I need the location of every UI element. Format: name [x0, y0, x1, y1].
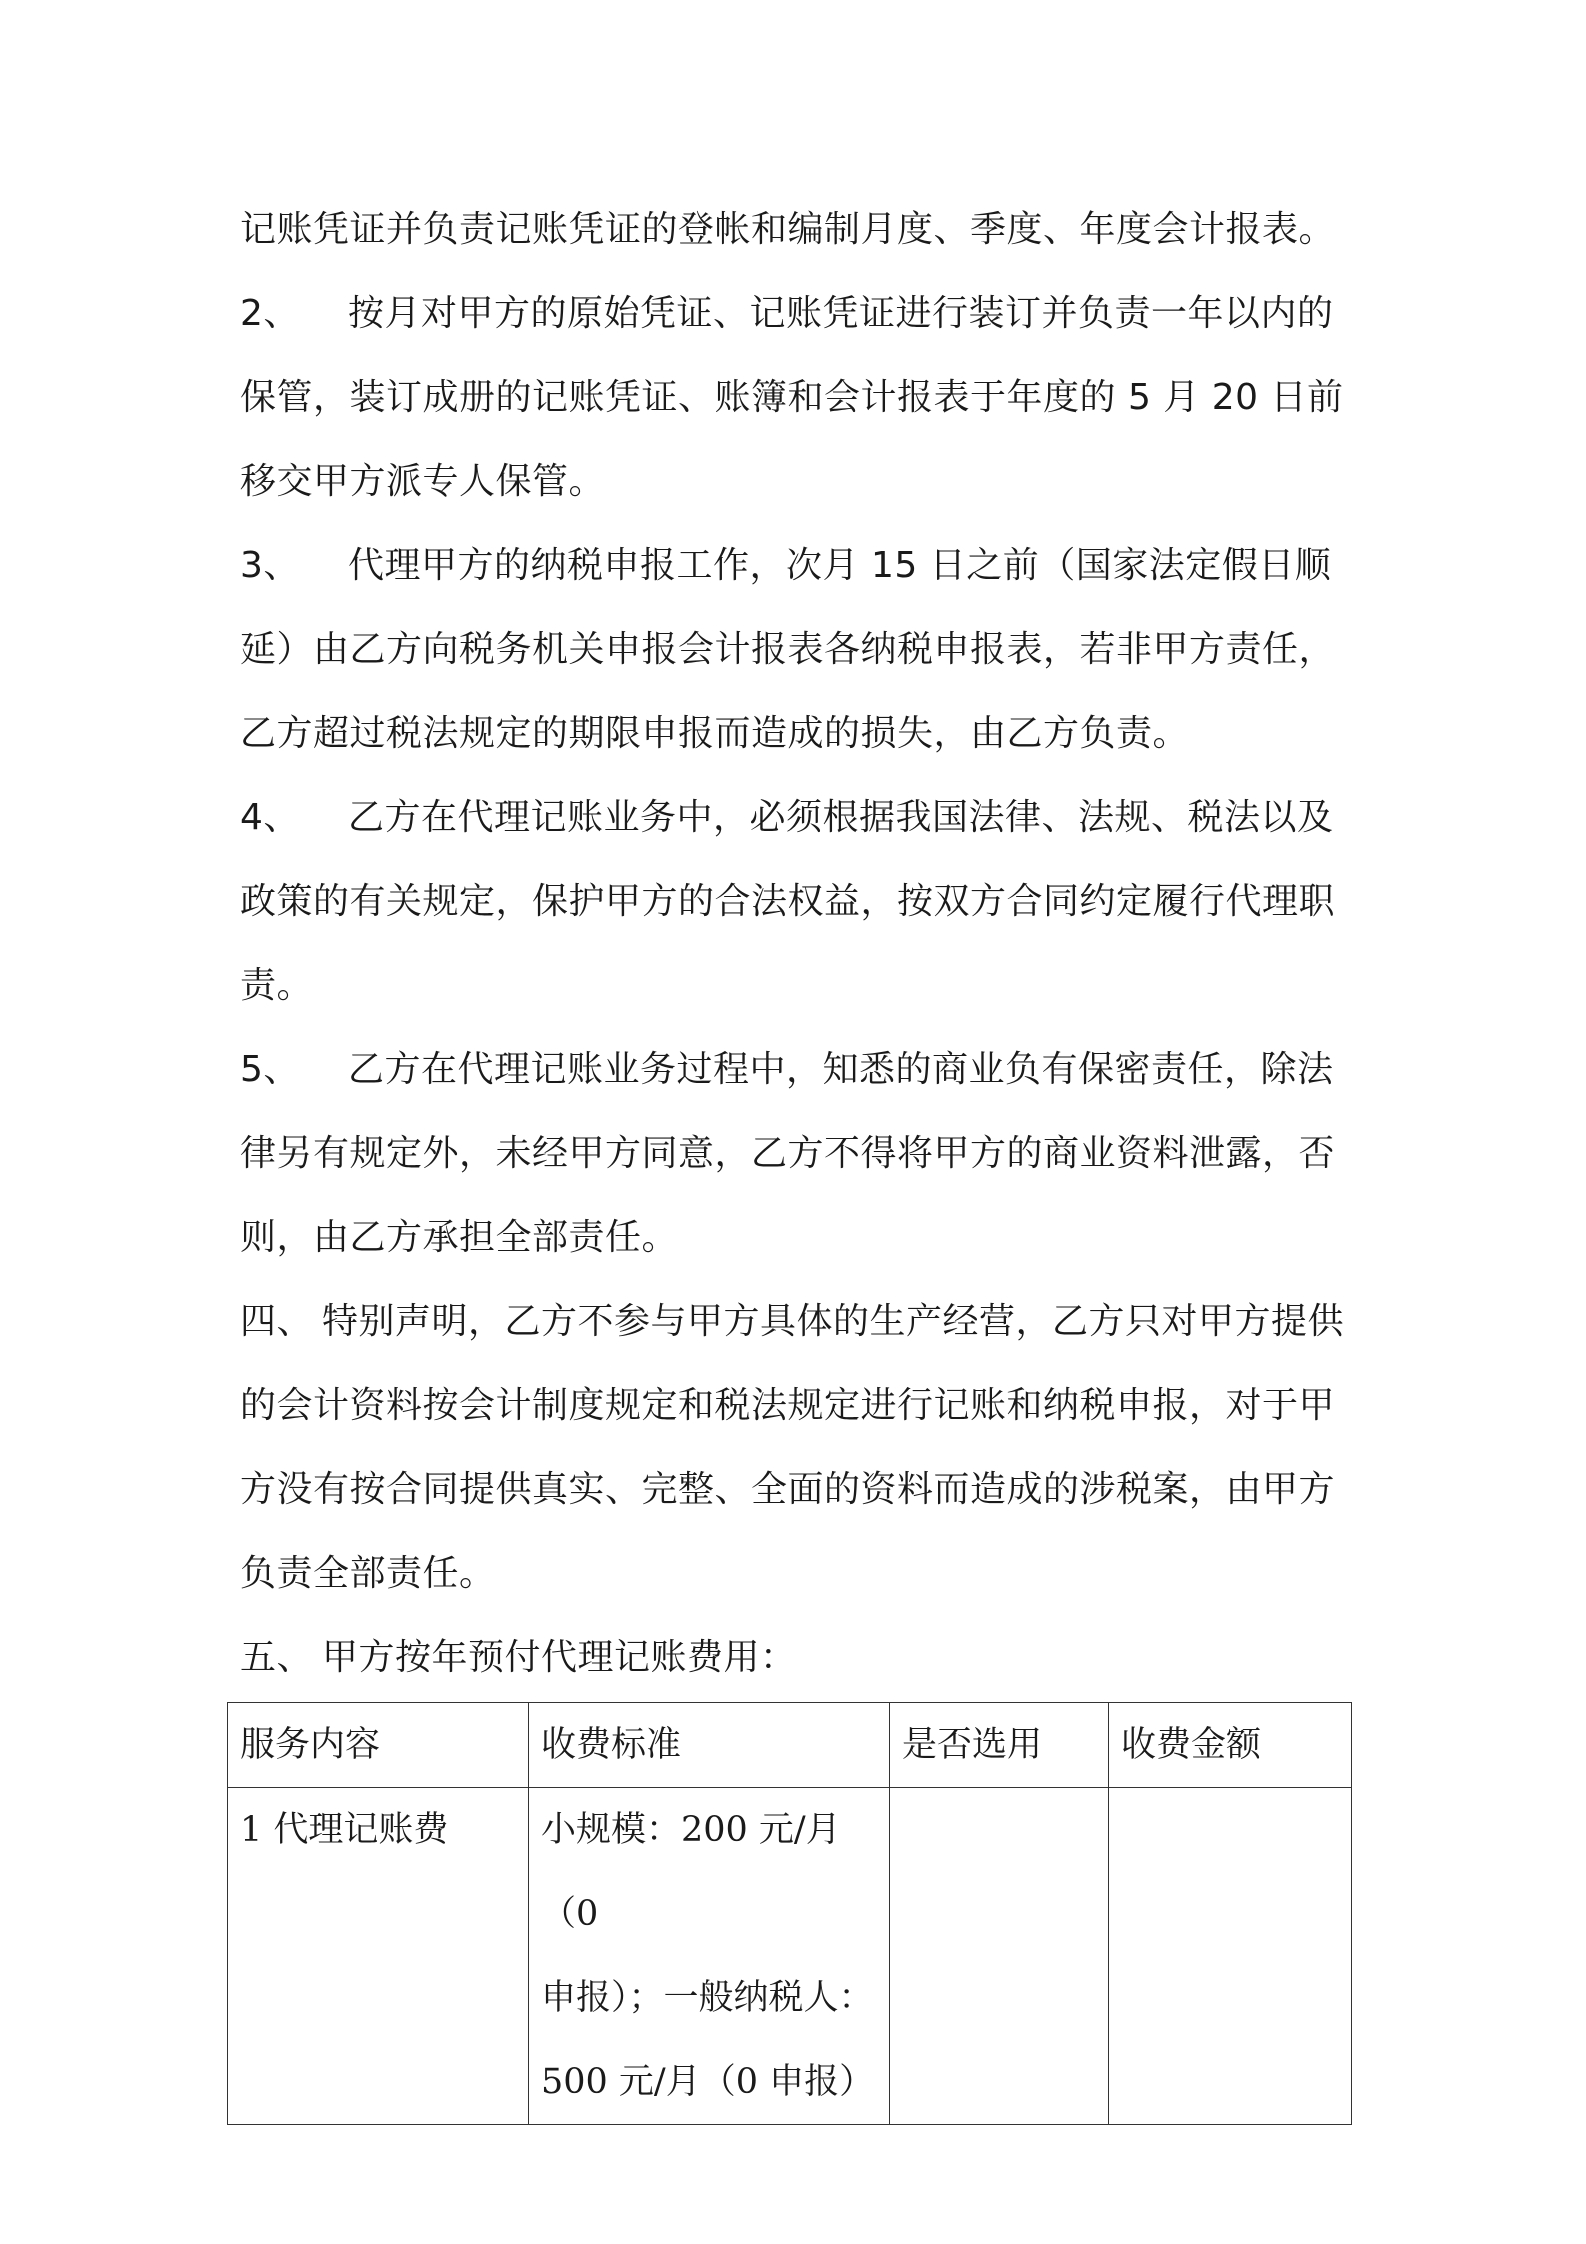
cell-service: 1 代理记账费 — [228, 1788, 529, 2125]
header-amount: 收费金额 — [1109, 1703, 1352, 1788]
paragraph-4-line-3: 责。 — [240, 965, 314, 1006]
cell-selected[interactable] — [890, 1788, 1109, 2125]
section-4-line-2: 的会计资料按会计制度规定和税法规定进行记账和纳税申报，对于甲 — [240, 1385, 1336, 1426]
item-number: 3、 — [240, 545, 300, 586]
header-standard: 收费标准 — [529, 1703, 890, 1788]
table-header-row — [228, 1703, 1352, 1788]
paragraph-2-line-3: 移交甲方派专人保管。 — [240, 461, 606, 502]
paragraph-3-line-3: 乙方超过税法规定的期限申报而造成的损失，由乙方负责。 — [240, 713, 1190, 754]
paragraph-4-line-2: 政策的有关规定，保护甲方的合法权益，按双方合同约定履行代理职 — [240, 881, 1336, 922]
paragraph-3-line-2: 延）由乙方向税务机关申报会计报表各纳税申报表，若非甲方责任， — [240, 629, 1336, 670]
paragraph-2-line-1 — [240, 290, 1334, 338]
paragraph-2-line-2: 保管，装订成册的记账凭证、账簿和会计报表于年度的 5 月 20 日前 — [240, 377, 1344, 418]
item-number: 4、 — [240, 797, 300, 838]
header-service: 服务内容 — [228, 1703, 529, 1788]
cell-standard: 小规模：200 元/月（0 申报）；一般纳税人： 500 元/月（0 申报） — [529, 1788, 890, 2125]
paragraph-1-line-1: 记账凭证并负责记账凭证的登帐和编制月度、季度、年度会计报表。 — [240, 209, 1336, 250]
fee-table — [227, 1702, 1352, 2125]
section-4-line-4: 负责全部责任。 — [240, 1553, 496, 1594]
table-row — [228, 1788, 1352, 2125]
paragraph-3-line-1 — [240, 542, 1331, 590]
section-number: 五、 — [240, 1637, 314, 1678]
paragraph-4-line-1 — [240, 794, 1334, 842]
item-text: 按月对甲方的原始凭证、记账凭证进行装订并负责一年以内的 — [348, 293, 1334, 334]
item-text: 乙方在代理记账业务过程中，知悉的商业负有保密责任，除法 — [348, 1049, 1334, 1090]
cell-amount[interactable] — [1109, 1788, 1352, 2125]
paragraph-5-line-2: 律另有规定外，未经甲方同意，乙方不得将甲方的商业资料泄露，否 — [240, 1133, 1336, 1174]
header-selected: 是否选用 — [890, 1703, 1109, 1788]
section-5-line-1 — [240, 1634, 797, 1682]
item-number: 5、 — [240, 1049, 300, 1090]
paragraph-5-line-3: 则，由乙方承担全部责任。 — [240, 1217, 679, 1258]
section-number: 四、 — [240, 1301, 314, 1342]
section-text: 甲方按年预付代理记账费用： — [322, 1637, 797, 1678]
paragraph-5-line-1 — [240, 1046, 1334, 1094]
item-text: 代理甲方的纳税申报工作，次月 15 日之前（国家法定假日顺 — [348, 545, 1332, 586]
section-4-line-3: 方没有按合同提供真实、完整、全面的资料而造成的涉税案，由甲方 — [240, 1469, 1336, 1510]
item-number: 2、 — [240, 293, 300, 334]
item-text: 乙方在代理记账业务中，必须根据我国法律、法规、税法以及 — [348, 797, 1334, 838]
section-text: 特别声明，乙方不参与甲方具体的生产经营，乙方只对甲方提供 — [322, 1301, 1345, 1342]
section-4-line-1 — [240, 1298, 1344, 1346]
